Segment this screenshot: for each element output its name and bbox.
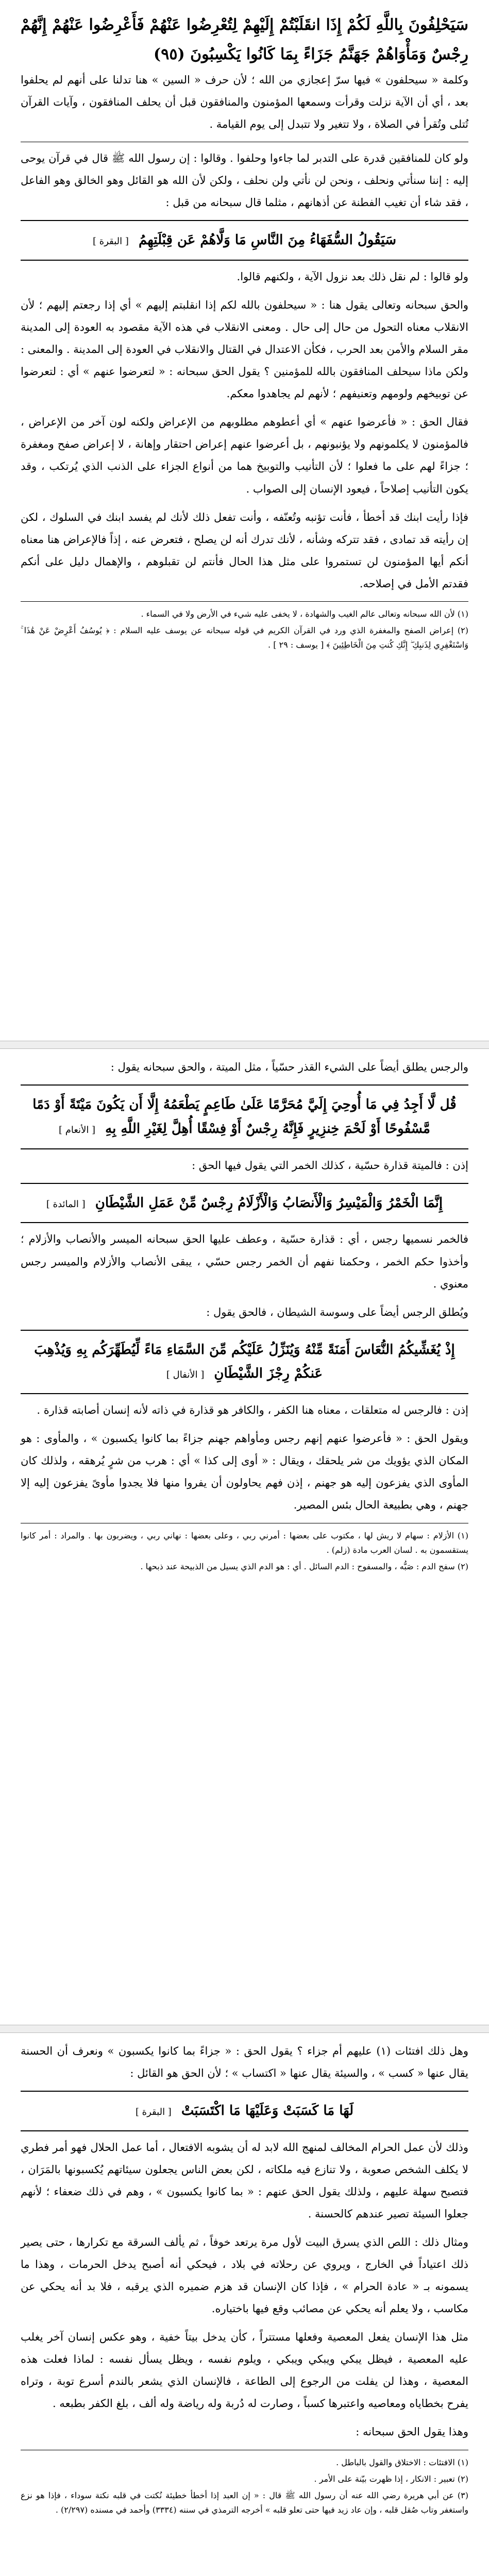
paragraph: إذن : فالرجس له متعلقات ، معناه هنا الكفر ، والكافر هو قذارة في ذاته لأنه إنسان أصابته قذارة . xyxy=(37,1404,468,1417)
paragraph: ومثال ذلك : اللص الذي يسرق البيت لأول مرة يرتعد خوفاً ، ثم يألف السرقة مع تكرارها ، حتى يصير ذلك اعتياداً في الخارج ، ويروي عن رحلاته في بلاد ، فيحكي أنه أصبح يدخل الحرمات ، وهذا ما يسمونه بـ « عادة الحرام » ، فإذا كان الإنسان قد هزم ضميره الذي يرقبه ، فلا بد أنه يحكي عن مكاسب ، ولا يعلم أنه يحكي عن مصائب وقع فيها باختياره. xyxy=(21,2236,468,2315)
footnote: (٢) سفح الدم : صَبُّه ، والمسفوح : الدم السائل . أي : هو الدم الذي يسيل من الذبيحة عند ذبحها . xyxy=(140,1561,468,1571)
section-2 xyxy=(21,1056,468,1576)
paragraph: فإذا رأيت ابنك قد أخطأ ، فأنت تؤنبه وتُعنّفه ، وأنت تفعل ذلك لأنك لم يفسد ابنك في السلوك ، لكن إن رأيته قد تمادى ، فقد تتركه وشأنه ، لأنك تدرك أنه لن يصلح ، فتعرض عنه ، إذاً فالإعراض هنا معناه أنكم أيها المؤمنون لن تستمروا على مثل هذا الحال فأنتم لن تقبلوهم ، والإهمال دليل على أنكم فقدتم الأمل في إصلاحه. xyxy=(21,511,468,590)
quoted-verse xyxy=(21,220,468,261)
quoted-verse-text: إِنَّمَا الْخَمْرُ وَالْمَيْسِرُ وَالْأَنصَابُ وَالْأَزْلَامُ رِجْسٌ مِّنْ عَمَلِ الشَّيْطَانِ xyxy=(95,1195,443,1211)
footnote: (٢) تعبير : الانكار ، إذا ظهرت بيّنة على الأمر . xyxy=(314,2473,468,2484)
opening-verse: سَيَحْلِفُونَ بِاللَّهِ لَكُمْ إِذَا انقَلَبْتُمْ إِلَيْهِمْ لِتُعْرِضُوا عَنْهُمْ فَأَعْرِضُوا عَنْهُمْ إِنَّهُمْ رِجْسٌ وَمَأْوَاهُمْ جَهَنَّمُ جَزَاءً بِمَا كَانُوا يَكْسِبُونَ (٩٥) xyxy=(21,16,468,63)
footnote: (١) لأن الله سبحانه وتعالى عالم الغيب والشهادة ، لا يخفى عليه شيء في الأرض ولا في السماء . xyxy=(141,608,468,619)
page-separator xyxy=(0,2025,489,2033)
paragraph: فقال الحق : « فأعرضوا عنهم » أي أعطوهم مطلوبهم من الإعراض ولكنه لون آخر من الإعراض ، فالمؤمنون لا يكلمونهم ولا يؤنبونهم ، بل أعرضوا عنهم إعراض احتقار وإهانة ، لا إعراض صفح ومغفرة ؛ جزاءً لهم على ما فعلوا ؛ لأن التأنيب والتوبيخ هما من أنواع الجزاء على الذنب الذي يُرتكب ، وقد يكون التأنيب إصلاحاً ، فيعود الإنسان إلى الصواب . xyxy=(21,416,468,495)
quoted-verse xyxy=(21,1183,468,1224)
quoted-verse-text: لَهَا مَا كَسَبَتْ وَعَلَيْهَا مَا اكْتَسَبَتْ xyxy=(181,2103,354,2119)
verse-reference: [ المائدة ] xyxy=(46,1198,86,1210)
paragraph: والحق سبحانه وتعالى يقول هنا : « سيحلفون بالله لكم إذا انقلبتم إليهم » أي إذا رجعتم إليهم ؛ لأن الانقلاب معناه التحول من حال إلى حال . ومعنى الانقلاب في هذه الآية مقصود به العودة إلى المدينة مقر السلام والأمن بعد الحرب ، فكأن الاعتدال في القتال والانقلاب في العودة إلى المدينة . والمعنى : ولكن ماذا سيحلف المنافقون بالله للمؤمنين ؟ يقول الحق سبحانه : « لتعرضوا عنهم » أي : لتعرضوا عن توبيخهم ولومهم وتعنيفهم ؛ لأنهم لم يجاهدوا معكم. xyxy=(21,299,468,400)
paragraph: فالخمر نسميها رجس ، أي : قذارة حسّية ، وعطف عليها الحق سبحانه الميسر والأنصاب والأزلام ؛ وأخذوا حكم الخمر ، وحكمنا نفهم أن الخمر رجس حسّي ، يبقى الأنصاب والأزلام والميسر رجس معنوي . xyxy=(21,1233,468,1290)
quoted-verse xyxy=(21,2091,468,2131)
quoted-verse-text: إِذْ يُغَشِّيكُمُ النُّعَاسَ أَمَنَةً مِّنْهُ وَيُنَزِّلُ عَلَيْكُم مِّنَ السَّمَاءِ مَاءً لِّيُطَهِّرَكُم بِهِ وَيُذْهِبَ عَنكُمْ رِجْزَ الشَّيْطَانِ xyxy=(34,1342,455,1382)
section-3 xyxy=(21,2040,468,2519)
paragraph: وهل ذلك افتئات (١) عليهم أم جزاء ؟ يقول الحق : « جزاءً بما كانوا يكسبون » ونعرف أن الحسنة يقال عنها « كسب » ، والسيئة يقال عنها « اكتساب » ؛ لأن الحق هو القائل : xyxy=(21,2045,468,2080)
paragraph: مثل هذا الإنسان يفعل المعصية وفعلها مستتراً ، كأن يدخل بيتاً خفية ، وهو عكس إنسان آخر يغلب عليه المعصية ، فيظل يبكي ويبكي ويبكي ، ويلوم نفسه ، ويظل يسأل نفسه : لماذا فعلت هذه المعصية ، وهذا لن يفلت من الرجوع إلى الطاعة ، فالإنسان الذي يشعر بالندم أسرع توبة ، وتراه يفرح بخطاياه ومعاصيه واعتبرها كسباً ، وصارت له دُربة وله رياضة وله ألف ، بلغ الكفر بطبعه . xyxy=(21,2331,468,2410)
paragraph: وكلمة « سيحلفون » فيها سرّ إعجازي من الله ؛ لأن حرف « السين » هنا تدلنا على أنهم لم يحلفوا بعد ، أي أن الآية نزلت وقرأت وسمعها المؤمنون والمنافقون قبل أن يحلف المنافقون ، وآيات القرآن تُتلى وتُقرأ في الصلاة ، ولا تتغير ولا تتبدل إلى يوم القيامة . xyxy=(21,74,468,131)
paragraph: وذلك لأن عمل الحرام المخالف لمنهج الله لابد له أن يشوبه الافتعال ، أما عمل الحلال فهو أمر فطري لا يكلف الشخص صعوبة ، ولا تنازع فيه ملكاته ، لكن بعض الناس يجعلون سيئاتهم يُكسبونها بالمَرَان ، فتصبح سهلة عليهم ، ولذلك يقول الحق عنهم : « بما كانوا يكسبون » ، وهم في ذلك ضعفاء ؛ لأنهم جعلوا السيئة تصير عندهم كالحسنة . xyxy=(21,2141,468,2221)
quoted-verse-text: سَيَقُولُ السُّفَهَاءُ مِنَ النَّاسِ مَا وَلَّاهُمْ عَن قِبْلَتِهِمُ xyxy=(138,232,396,248)
paragraph: والرجس يطلق أيضاً على الشيء القذر حسّياً ، مثل الميتة ، والحق سبحانه يقول : xyxy=(110,1061,468,1073)
page-separator xyxy=(0,1041,489,1049)
paragraph: وهذا يقول الحق سبحانه : xyxy=(356,2426,468,2438)
paragraph: ويقول الحق : « فأعرضوا عنهم إنهم رجس ومأواهم جهنم جزاءً بما كانوا يكسبون » ، والمأوى : هو المكان الذي يؤويك من شر يلحقك ، ويقال : « أوى إلى كذا » أي : هرب من شرٍ يُرهقه ، ولذلك كان المأوى الذي يفزعون إليه هو جهنم ، إذن فهم يحاولون أن يفروا منها فلا يجدوا مأوىً يفزعون إليه إلا جهنم ، وهي بطبيعة الحال بئس المصير. xyxy=(21,1432,468,1512)
verse-reference: [ الأنعام ] xyxy=(59,1124,96,1136)
verse-reference: [ الأنفال ] xyxy=(166,1369,205,1381)
footnote: (٢) إعراض الصفح والمغفرة الذي ورد في القرآن الكريم في قوله سبحانه عن يوسف عليه السلام : ﴿ يُوسُفُ أَعْرِضْ عَنْ هَٰذَا ۚ وَاسْتَغْفِرِي لِذَنبِكِ ۖ إِنَّكِ كُنتِ مِنَ الْخَاطِئِينَ ﴾ [ يوسف : ٢٩ ] . xyxy=(21,625,468,650)
quoted-verse-text: قُل لَّا أَجِدُ فِي مَا أُوحِيَ إِلَيَّ مُحَرَّمًا عَلَىٰ طَاعِمٍ يَطْعَمُهُ إِلَّا أَن يَكُونَ مَيْتَةً أَوْ دَمًا مَّسْفُوحًا أَوْ لَحْمَ خِنزِيرٍ فَإِنَّهُ رِجْسٌ أَوْ فِسْقًا أُهِلَّ لِغَيْرِ اللَّهِ بِهِ xyxy=(32,1097,457,1137)
footnote-divider xyxy=(21,601,468,602)
quoted-verse xyxy=(21,1084,468,1149)
paragraph: ولو قالوا : لم نقل ذلك بعد نزول الآية ، ولكنهم قالوا. xyxy=(237,270,468,283)
footnote: (٣) عن أبي هريرة رضي الله عنه أن رسول الله ﷺ قال : « إن العبد إذا أخطأ خطيئة نُكتت في قلبه نكتة سوداء ، فإذا هو نزع واستغفر وتاب صُقل قلبه ، وإن عاد زيد فيها حتى تعلو قلبه » أخرجه الترمذي في سننه (٣٣٣٤) وأحمد في مسنده (٢/٢٩٧) . xyxy=(21,2490,468,2515)
section-1 xyxy=(21,10,468,654)
paragraph: إذن : فالميتة قذارة حسّية ، كذلك الخمر التي يقول فيها الحق : xyxy=(192,1159,468,1172)
footnote: (١) الافتئات : الاختلاق والقول بالباطل . xyxy=(336,2457,468,2467)
paragraph: ولو كان للمنافقين قدرة على التدبر لما جاءوا وحلفوا . وقالوا : إن رسول الله ﷺ قال في قرآن يوحى إليه : إننا سنأتي ونحلف ، ونحن لن نأتي ولن نحلف ، ولكن لأن الله هو القائل وهو الخالق وهو الفاعل ، فقد شاء أن تغيب الفطنة عن أذهانهم ، مثلما قال سبحانه من قبل : xyxy=(21,152,468,209)
quoted-verse xyxy=(21,1330,468,1395)
paragraph: ويُطلق الرجس أيضاً على وسوسة الشيطان ، فالحق يقول : xyxy=(206,1306,468,1318)
footnote: (١) الأزلام : سهام لا ريش لها ، مكتوب على بعضها : أمرني ربي ، وعلى بعضها : نهاني ربي ، ويضربون بها . والمراد : أمر كانوا يستقسمون به . لسان العرب مادة (زلم) . xyxy=(21,1530,468,1555)
verse-reference: [ البقرة ] xyxy=(93,236,129,247)
verse-reference: [ البقرة ] xyxy=(135,2107,172,2118)
